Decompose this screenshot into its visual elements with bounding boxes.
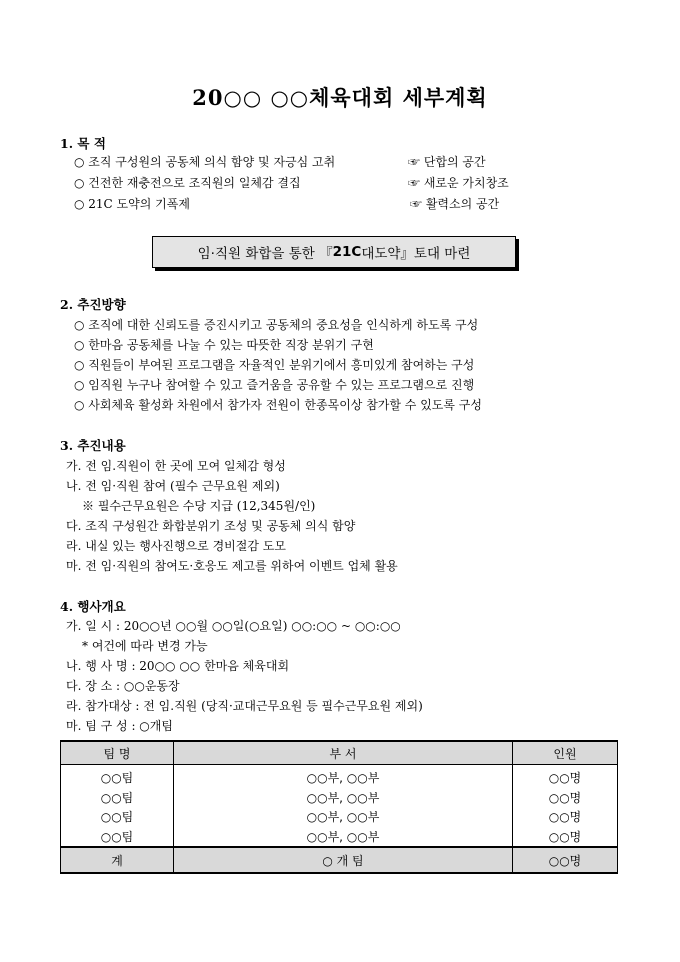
header-team-name: 팀 명	[61, 741, 174, 765]
cell-department: ○○부, ○○부	[174, 827, 513, 848]
section-3-heading: 3. 추진내용	[60, 438, 126, 453]
section-4-heading: 4. 행사개요	[60, 599, 126, 614]
section-1-heading: 1. 목 적	[60, 136, 106, 151]
content-item-3: 다. 조직 구성원간 화합분위기 조성 및 공동체 의식 함양	[66, 519, 356, 533]
overview-venue: 다. 장 소 : ○○운동장	[66, 679, 180, 693]
section-2-heading: 2. 추진방향	[60, 297, 126, 312]
total-headcount: ○○명	[513, 847, 618, 873]
direction-item-1: ○ 조직에 대한 신뢰도를 증진시키고 공동체의 중요성을 인식하게 하도록 구성	[74, 318, 479, 332]
total-label: 계	[61, 847, 174, 873]
cell-department: ○○부, ○○부	[174, 788, 513, 808]
document-title: 20○○ ○○체육대회 세부계획	[192, 85, 488, 110]
overview-teams: 마. 팀 구 성 : ○개팀	[66, 719, 173, 733]
direction-item-5: ○ 사회체육 활성화 차원에서 참가자 전원이 한종목이상 참가할 수 있도록 구성	[74, 398, 482, 412]
cell-headcount: ○○명	[548, 810, 582, 825]
banner-bold: 21C	[332, 244, 362, 260]
content-item-2: 나. 전 임·직원 참여 (필수 근무요원 제외)	[66, 479, 280, 493]
cell-headcount: ○○명	[548, 790, 582, 805]
cell-headcount: ○○명	[548, 829, 582, 844]
overview-note: * 여건에 따라 변경 가능	[82, 639, 208, 653]
total-teams: ○ 개 팀	[174, 847, 513, 873]
overview-datetime: 가. 일 시 : 20○○년 ○○월 ○○일(○요일) ○○:○○ ~ ○○:○○	[66, 619, 401, 633]
overview-event-name: 나. 행 사 명 : 20○○ ○○ 한마음 체육대회	[66, 659, 290, 673]
banner-suffix: 대도약』토대 마련	[361, 246, 471, 262]
purpose-item-1: ○ 조직 구성원의 공동체 의식 함양 및 자긍심 고취	[74, 155, 336, 169]
cell-team: ○○팀	[100, 771, 134, 786]
cell-department: ○○부, ○○부	[174, 807, 513, 827]
purpose-item-2: ○ 건전한 재충전으로 조직원의 일체감 결집	[74, 176, 301, 190]
direction-item-2: ○ 한마음 공동체를 나눌 수 있는 따뜻한 직장 분위기 구현	[74, 338, 374, 352]
cell-team: ○○팀	[100, 810, 134, 825]
cell-team: ○○팀	[100, 829, 134, 844]
header-headcount: 인원	[513, 741, 618, 765]
content-note: ※ 필수근무요원은 수당 지급 (12,345원/인)	[82, 499, 316, 513]
content-item-1: 가. 전 임.직원이 한 곳에 모여 일체감 형성	[66, 459, 286, 473]
cell-department: ○○부, ○○부	[174, 765, 513, 788]
content-item-4: 라. 내실 있는 행사진행으로 경비절감 도모	[66, 539, 286, 553]
purpose-note-3: ☞ 활력소의 공간	[410, 197, 500, 211]
banner-prefix: 임·직원 화합을 통한 『	[197, 246, 333, 262]
table-row	[61, 788, 618, 808]
table-header-row	[61, 741, 618, 765]
direction-item-4: ○ 임직원 누구나 참여할 수 있고 즐거움을 공유할 수 있는 프로그램으로 진행	[74, 378, 475, 392]
team-table	[60, 740, 618, 874]
purpose-note-1: ☞ 단합의 공간	[408, 155, 486, 169]
content-item-5: 마. 전 임·직원의 참여도·호응도 제고를 위하여 이벤트 업체 활용	[66, 559, 398, 573]
purpose-item-3: ○ 21C 도약의 기폭제	[74, 197, 190, 211]
overview-participants: 라. 참가대상 : 전 임.직원 (당직·교대근무요원 등 필수근무요원 제외)	[66, 699, 423, 713]
table-row	[61, 827, 618, 848]
direction-item-3: ○ 직원들이 부여된 프로그램을 자율적인 분위기에서 흥미있게 참여하는 구성	[74, 358, 475, 372]
table-row	[61, 765, 618, 788]
purpose-note-2: ☞ 새로운 가치창조	[408, 176, 509, 190]
cell-headcount: ○○명	[548, 771, 582, 786]
cell-team: ○○팀	[100, 790, 134, 805]
table-total-row	[61, 847, 618, 873]
table-row	[61, 807, 618, 827]
header-department: 부 서	[174, 741, 513, 765]
slogan-banner	[152, 236, 516, 268]
